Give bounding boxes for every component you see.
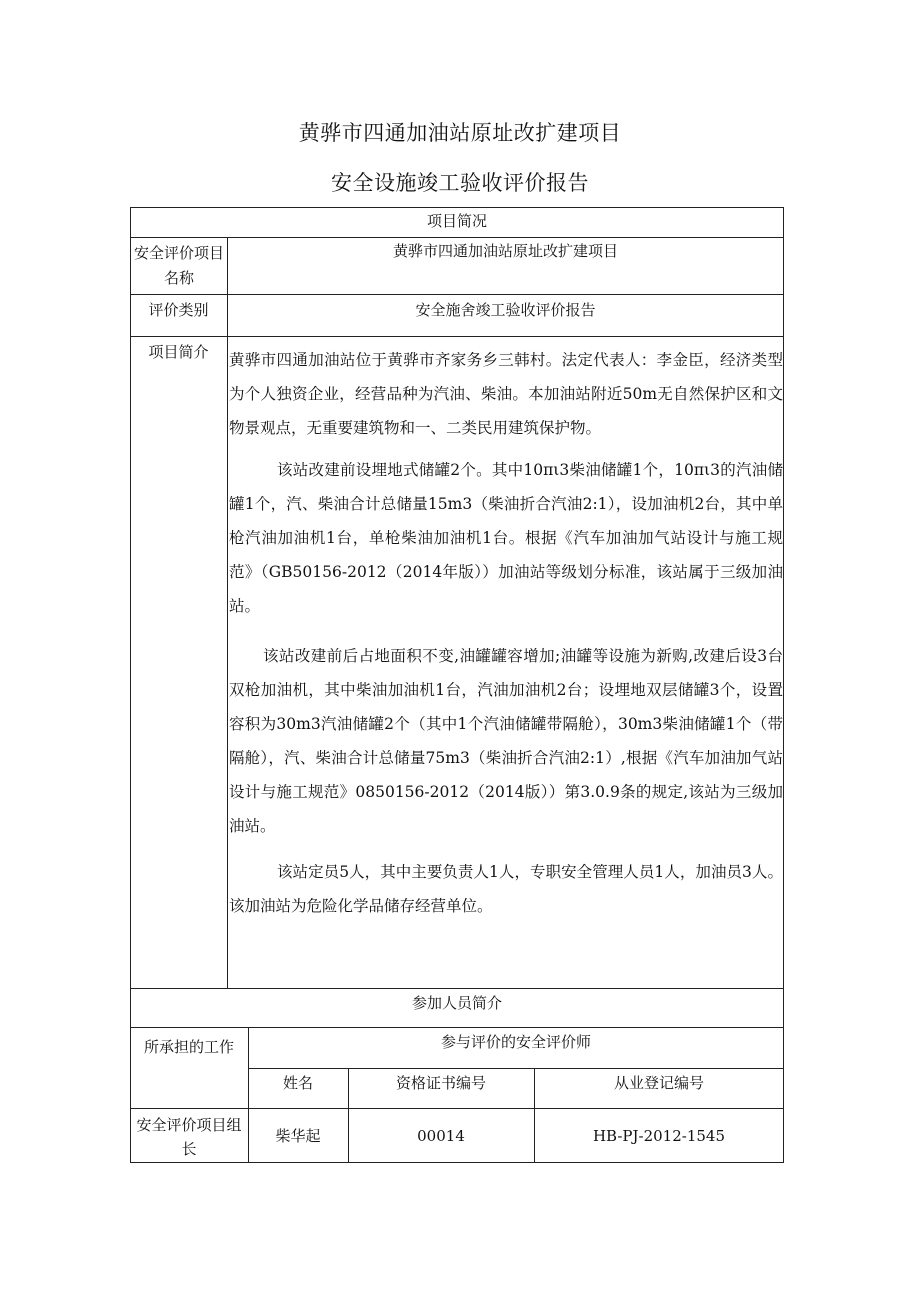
document-title-line2: 安全设施竣工验收评价报告 bbox=[331, 171, 589, 195]
project-name-value: 黄骅市四通加油站原址改扩建项目 bbox=[392, 242, 618, 260]
intro-paragraph-2: 该站改建前设埋地式储罐2个。其中10πι3柴油储罐1个，10πι3的汽油储罐1个，汽、柴油合计总储量15m3（柴油折合汽油2:1），设加油机2台，其中单枪汽油加油机1台，单枪柴油加油机1台。根据《汽车加油加气站设计与施工规范》（GB50156-2012（2014年版））加油站等级划分标准，该站属于三级加油站。 bbox=[229, 461, 783, 615]
table-rule bbox=[248, 1068, 784, 1069]
staff-role: 安全评价项目组长 bbox=[136, 1116, 242, 1158]
document-title-line1: 黄骅市四通加油站原址改扩建项目 bbox=[298, 121, 622, 145]
table-rule bbox=[130, 237, 784, 238]
evaluator-header: 参与评价的安全评价师 bbox=[440, 1033, 591, 1051]
project-name-label: 安全评价项目名称 bbox=[134, 244, 225, 287]
staff-reg-no: HB-PJ-2012-1545 bbox=[592, 1127, 726, 1145]
table-rule bbox=[130, 988, 784, 989]
table-rule bbox=[130, 1108, 784, 1109]
intro-label: 项目简介 bbox=[148, 343, 209, 361]
category-value: 安全施舍竣工验收评价报告 bbox=[415, 301, 596, 319]
duty-label: 所承担的工作 bbox=[143, 1038, 234, 1056]
staff-name: 柴华起 bbox=[275, 1127, 321, 1145]
intro-paragraph-3: 该站改建前后占地面积不变,油罐罐容增加;油罐等设施为新购,改建后设3台双枪加油机，其中柴油加油机1台，汽油加油机2台；设埋地双层储罐3个，设置容积为30m3汽油储罐2个（其中1个汽油储罐带隔舱），30m3柴油储罐1个（带隔舱），汽、柴油合计总储量75m3（柴油折合汽油2:1）,根据《汽车加油加气站设计与施工规范》0850156-2012（2014版））第3.0.9条的规定,该站为三级加油站。 bbox=[229, 647, 783, 835]
category-label: 评价类别 bbox=[148, 301, 209, 319]
column-reg-no: 从业登记编号 bbox=[613, 1074, 704, 1092]
table-rule bbox=[227, 237, 228, 988]
staff-cert-no: 00014 bbox=[417, 1127, 465, 1145]
column-name: 姓名 bbox=[282, 1074, 313, 1092]
table-rule bbox=[130, 294, 784, 295]
column-cert-no: 资格证书编号 bbox=[395, 1074, 486, 1092]
overview-header: 项目简况 bbox=[426, 212, 487, 230]
table-rule bbox=[130, 336, 784, 337]
intro-paragraph-4: 该站定员5人，其中主要负责人1人，专职安全管理人员1人，加油员3人。该加油站为危险化学品储存经营单位。 bbox=[229, 863, 783, 915]
intro-paragraph-1: 黄骅市四通加油站位于黄骅市齐家务乡三韩村。法定代表人：李金臣，经济类型为个人独资企业，经营品种为汽油、柴油。本加油站附近50m无自然保护区和文物景观点，无重要建筑物和一、二类民用建筑保护物。 bbox=[229, 351, 783, 437]
table-rule bbox=[130, 1027, 784, 1028]
staff-header: 参加人员简介 bbox=[411, 994, 502, 1012]
